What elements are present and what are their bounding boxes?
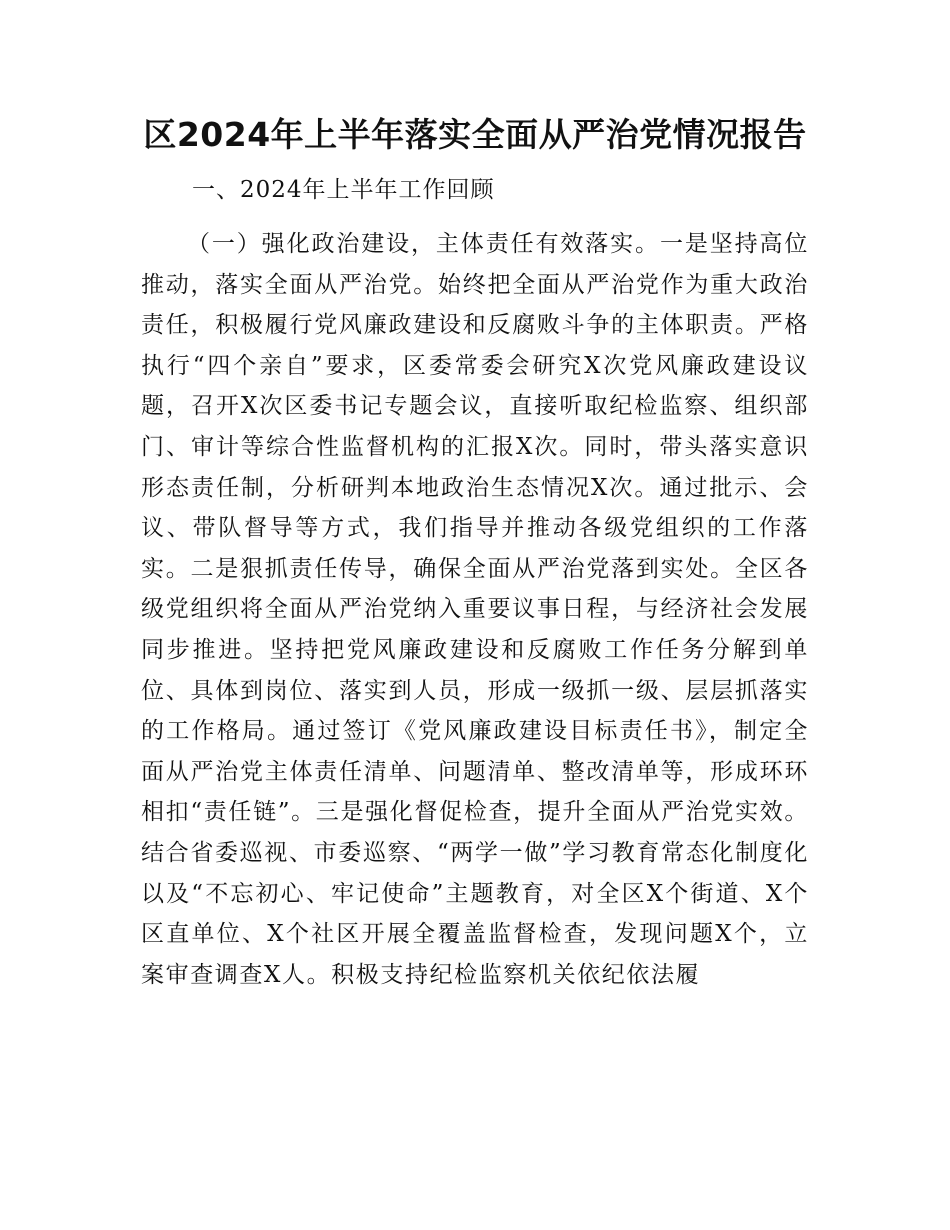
body-paragraph: （一）强化政治建设，主体责任有效落实。一是坚持高位推动，落实全面从严治党。始终把全面从严治党作为重大政治责任，积极履行党风廉政建设和反腐败斗争的主体职责。严格执行“四个亲自”要求，区委常委会研究X次党风廉政建设议题，召开X次区委书记专题会议，直接听取纪检监察、组织部门、审计等综合性监督机构的汇报X次。同时，带头落实意识形态责任制，分析研判本地政治生态情况X次。通过批示、会议、带队督导等方式，我们指导并推动各级党组织的工作落实。二是狠抓责任传导，确保全面从严治党落到实处。全区各级党组织将全面从严治党纳入重要议事日程，与经济社会发展同步推进。坚持把党风廉政建设和反腐败工作任务分解到单位、具体到岗位、落实到人员，形成一级抓一级、层层抓落实的工作格局。通过签订《党风廉政建设目标责任书》，制定全面从严治党主体责任清单、问题清单、整改清单等，形成环环相扣“责任链”。三是强化督促检查，提升全面从严治党实效。结合省委巡视、市委巡察、“两学一做”学习教育常态化制度化以及“不忘初心、牢记使命”主题教育，对全区X个街道、X个区直单位、X个社区开展全覆盖监督检查，发现问题X个，立案审查调查X人。积极支持纪检监察机关依纪依法履: [141, 231, 809, 988]
document-title: 区2024年上半年落实全面从严治党情况报告: [143, 115, 807, 154]
section-heading: 一、2024年上半年工作回顾: [192, 177, 495, 203]
